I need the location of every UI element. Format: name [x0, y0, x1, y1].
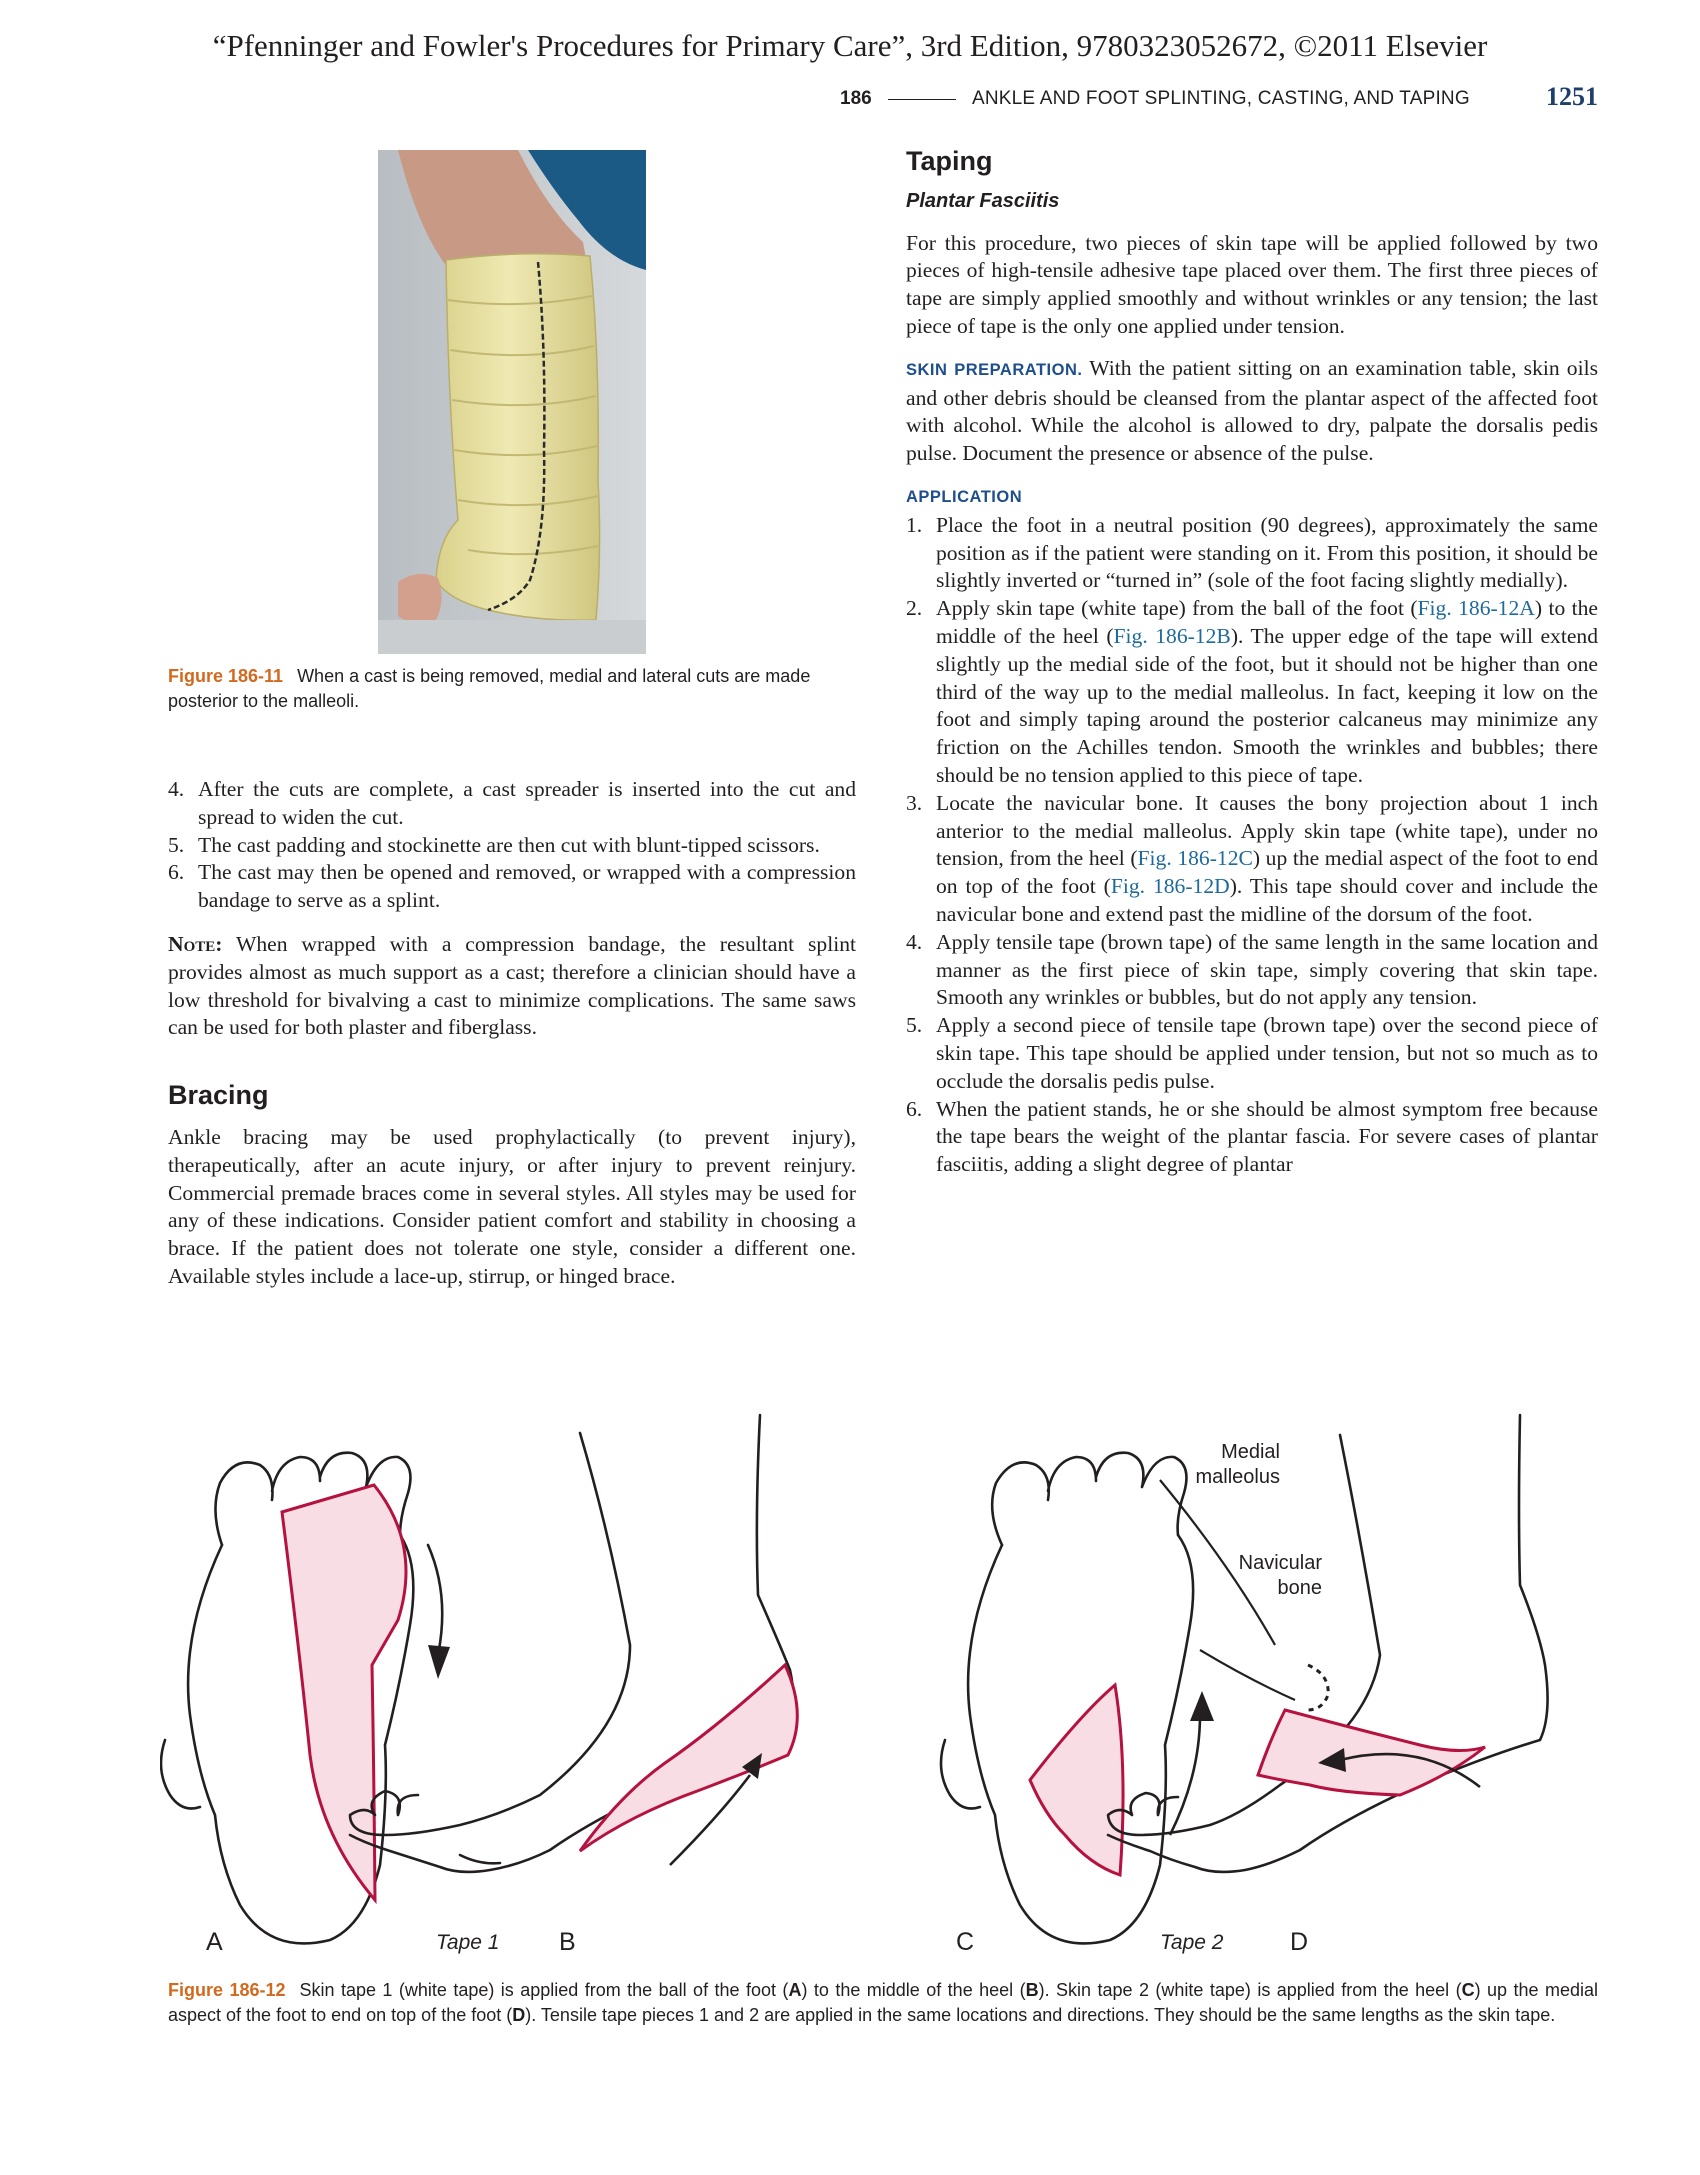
- step-text: ). This tape should cover and include the navicular bone and extend past the midline of the dorsum of the foot.: [936, 874, 1598, 926]
- panel-a-tape-1: [282, 1485, 406, 1900]
- step-text: ) up the medial aspect of the foot to end on top of the foot (: [936, 846, 1598, 899]
- bracing-paragraph: Ankle bracing may be used prophylactically (to prevent injury), therapeutically, after an acute injury, or after injury to prevent reinjury. Commercial premade braces come in several styles. All styles may be used for any of these indications. Consider patient comfort and stability in choosing a brace. If the patient does not tolerate one style, consider a different one. Available styles include a lace-up, stirrup, or hinged brace.: [168, 1124, 856, 1288]
- panel-c-arrowhead: [1190, 1691, 1214, 1721]
- navicular-bone-pointer: [1200, 1650, 1295, 1700]
- figure-label: Figure 186-12: [168, 1980, 286, 2000]
- figure-186-12-caption: [168, 1978, 1598, 2028]
- label-medial-malleolus: [1160, 1440, 1280, 1490]
- step-number: 5.: [168, 832, 185, 857]
- taping-illustration: [160, 1395, 1600, 1965]
- application-steps: [906, 512, 1598, 1179]
- step-text: Apply a second piece of tensile tape (brown tape) over the second piece of skin tape. This tape should be applied under tension, but not so much as to occlude the dorsalis pedis pulse.: [936, 1013, 1598, 1093]
- caption-text: Skin tape 1 (white tape) is applied from the ball of the foot (: [299, 1980, 789, 2000]
- step-number: 6.: [168, 860, 185, 885]
- figure-186-11-caption: [168, 664, 856, 714]
- section-heading-taping: Taping: [906, 146, 993, 176]
- panel-a-arrowhead: [428, 1645, 450, 1679]
- subheading-plantar-fasciitis: Plantar Fasciitis: [906, 189, 1060, 212]
- page-number: 1251: [1546, 82, 1598, 111]
- step-number: 3.: [906, 790, 923, 815]
- running-head-rule: [888, 99, 956, 100]
- panel-c-direction-arrow: [1170, 1715, 1200, 1835]
- list-item: [906, 1012, 1598, 1095]
- panel-d-tape-2: [1258, 1710, 1485, 1795]
- panel-label-d: D: [1290, 1928, 1309, 1956]
- caption-panel-ref: B: [1025, 1980, 1039, 2000]
- list-item: [168, 859, 856, 915]
- toes: [398, 574, 442, 623]
- panel-a-direction-arrow: [428, 1545, 442, 1655]
- panel-label-a: A: [206, 1928, 223, 1956]
- figure-label: Figure 186-11: [168, 666, 284, 686]
- caption-panel-ref: D: [512, 2005, 526, 2025]
- figure-link[interactable]: Fig. 186-12B: [1113, 623, 1231, 648]
- cast-removal-steps: [168, 776, 856, 915]
- step-number: 6.: [906, 1096, 923, 1121]
- label-line: bone: [1277, 1577, 1322, 1599]
- figure-link[interactable]: Fig. 186-12D: [1110, 874, 1230, 899]
- caption-text: ). Skin tape 2 (white tape) is applied from the heel (: [1038, 1980, 1462, 2000]
- step-text: Place the foot in a neutral position (90 degrees), approximately the same position as if the patient were standing on it. From this position, it should be slightly inverted or “turned in” (sole of the foot facing slightly medially).: [936, 512, 1598, 593]
- tape-1-label: Tape 1: [436, 1931, 500, 1954]
- label-line: Navicular: [1238, 1552, 1322, 1574]
- panel-c-tape-2: [1030, 1685, 1123, 1875]
- left-column: [168, 776, 856, 1291]
- skin-prep-paragraph: [906, 355, 1598, 468]
- step-text: Locate the navicular bone. It causes the bony projection about 1 inch anterior to the medial malleolus. Apply skin tape (white tape), under no tension, from the heel (: [936, 790, 1598, 871]
- list-item: [906, 1096, 1598, 1179]
- label-navicular-bone: [1200, 1551, 1322, 1601]
- application-heading: APPLICATION: [906, 487, 1023, 506]
- caption-text: ). Tensile tape pieces 1 and 2 are applied in the same locations and directions. They should be the same lengths as the skin tape.: [525, 2005, 1556, 2025]
- label-line: Medial: [1221, 1441, 1280, 1463]
- step-number: 4.: [906, 929, 923, 954]
- note-text: When wrapped with a compression bandage, the resultant splint provides almost as much support as a cast; therefore a clinician should have a low threshold for bivalving a cast to minimize complications. The same saws can be used for both plaster and fiberglass.: [168, 931, 856, 1040]
- caption-panel-ref: C: [1461, 1980, 1475, 2000]
- panel-label-b: B: [559, 1928, 576, 1956]
- note-paragraph: [168, 931, 856, 1042]
- running-head: [840, 82, 1598, 116]
- list-item: [906, 595, 1598, 790]
- figure-link[interactable]: Fig. 186-12C: [1137, 846, 1253, 871]
- list-item: [906, 929, 1598, 1012]
- step-number: 2.: [906, 596, 923, 621]
- step-text: ). The upper edge of the tape will extend slightly up the medial side of the foot, but it should not be higher than one third of the way up to the medial malleolus. In fact, keeping it low on the foot and simply taping around the posterior calcaneus may minimize any friction on the Achilles tendon. Smooth the wrinkles and bubbles; there should be no tension applied to this piece of tape.: [936, 623, 1599, 787]
- step-number: 4.: [168, 777, 185, 801]
- panel-b-tape-1: [580, 1665, 797, 1851]
- list-item: [168, 776, 856, 832]
- cast-removal-photo: [378, 150, 646, 654]
- step-number: 5.: [906, 1013, 923, 1038]
- skin-prep-heading: SKIN PREPARATION.: [906, 360, 1083, 379]
- caption-text: ) to the middle of the heel (: [801, 1980, 1026, 2000]
- tape-2-label: Tape 2: [1160, 1931, 1224, 1954]
- label-line: malleolus: [1195, 1466, 1280, 1488]
- step-text: The cast padding and stockinette are then cut with blunt-tipped scissors.: [198, 832, 820, 857]
- chapter-title: ANKLE AND FOOT SPLINTING, CASTING, AND TAPING: [972, 88, 1470, 109]
- step-text: The cast may then be opened and removed, or wrapped with a compression bandage to serve as a splint.: [198, 860, 856, 913]
- list-item: [906, 512, 1598, 595]
- panel-label-c: C: [956, 1928, 975, 1956]
- right-column: [906, 148, 1598, 1179]
- list-item: [168, 832, 856, 860]
- panel-c-foot-drawing: [941, 1453, 1193, 1944]
- chapter-number: 186: [840, 88, 872, 109]
- navicular-bone-marker: [1305, 1665, 1328, 1710]
- taping-intro: For this procedure, two pieces of skin tape will be applied followed by two pieces of high-tensile adhesive tape placed over them. The first three pieces of tape are simply applied smoothly and without wrinkles or any tension; the last piece of tape is the only one applied under tension.: [906, 230, 1598, 338]
- source-citation: “Pfenninger and Fowler's Procedures for Primary Care”, 3rd Edition, 9780323052672, ©2011 Elsevier: [212, 28, 1488, 63]
- step-text: When the patient stands, he or she should be almost symptom free because the tape bears the weight of the plantar fascia. For severe cases of plantar fasciitis, adding a slight degree of plantar: [936, 1096, 1598, 1177]
- note-label: Note:: [168, 931, 223, 956]
- step-text: ) to the middle of the heel (: [936, 596, 1598, 648]
- step-text: Apply tensile tape (brown tape) of the same length in the same location and manner as the first piece of skin tape, simply covering that skin tape. Smooth any wrinkles or bubbles, but do not apply any tension.: [936, 929, 1598, 1010]
- fiberglass-cast: [436, 254, 600, 621]
- step-number: 1.: [906, 512, 923, 537]
- table-shadow: [378, 620, 646, 654]
- step-text: Apply skin tape (white tape) from the ball of the foot (: [936, 596, 1418, 621]
- list-item: [906, 790, 1598, 929]
- step-text: After the cuts are complete, a cast spreader is inserted into the cut and spread to widen the cut.: [198, 777, 856, 829]
- caption-text: ) up the medial aspect of the foot to end on top of the foot (: [168, 1980, 1598, 2025]
- skin-prep-text: With the patient sitting on an examination table, skin oils and other debris should be cleansed from the plantar aspect of the affected foot with alcohol. While the alcohol is allowed to dry, palpate the dorsalis pedis pulse. Document the presence or absence of the pulse.: [906, 355, 1599, 466]
- caption-panel-ref: A: [788, 1980, 802, 2000]
- figure-link[interactable]: Fig. 186-12A: [1417, 596, 1535, 621]
- figure-caption-text: When a cast is being removed, medial and lateral cuts are made posterior to the malleoli.: [168, 666, 811, 711]
- section-heading-bracing: Bracing: [168, 1080, 269, 1111]
